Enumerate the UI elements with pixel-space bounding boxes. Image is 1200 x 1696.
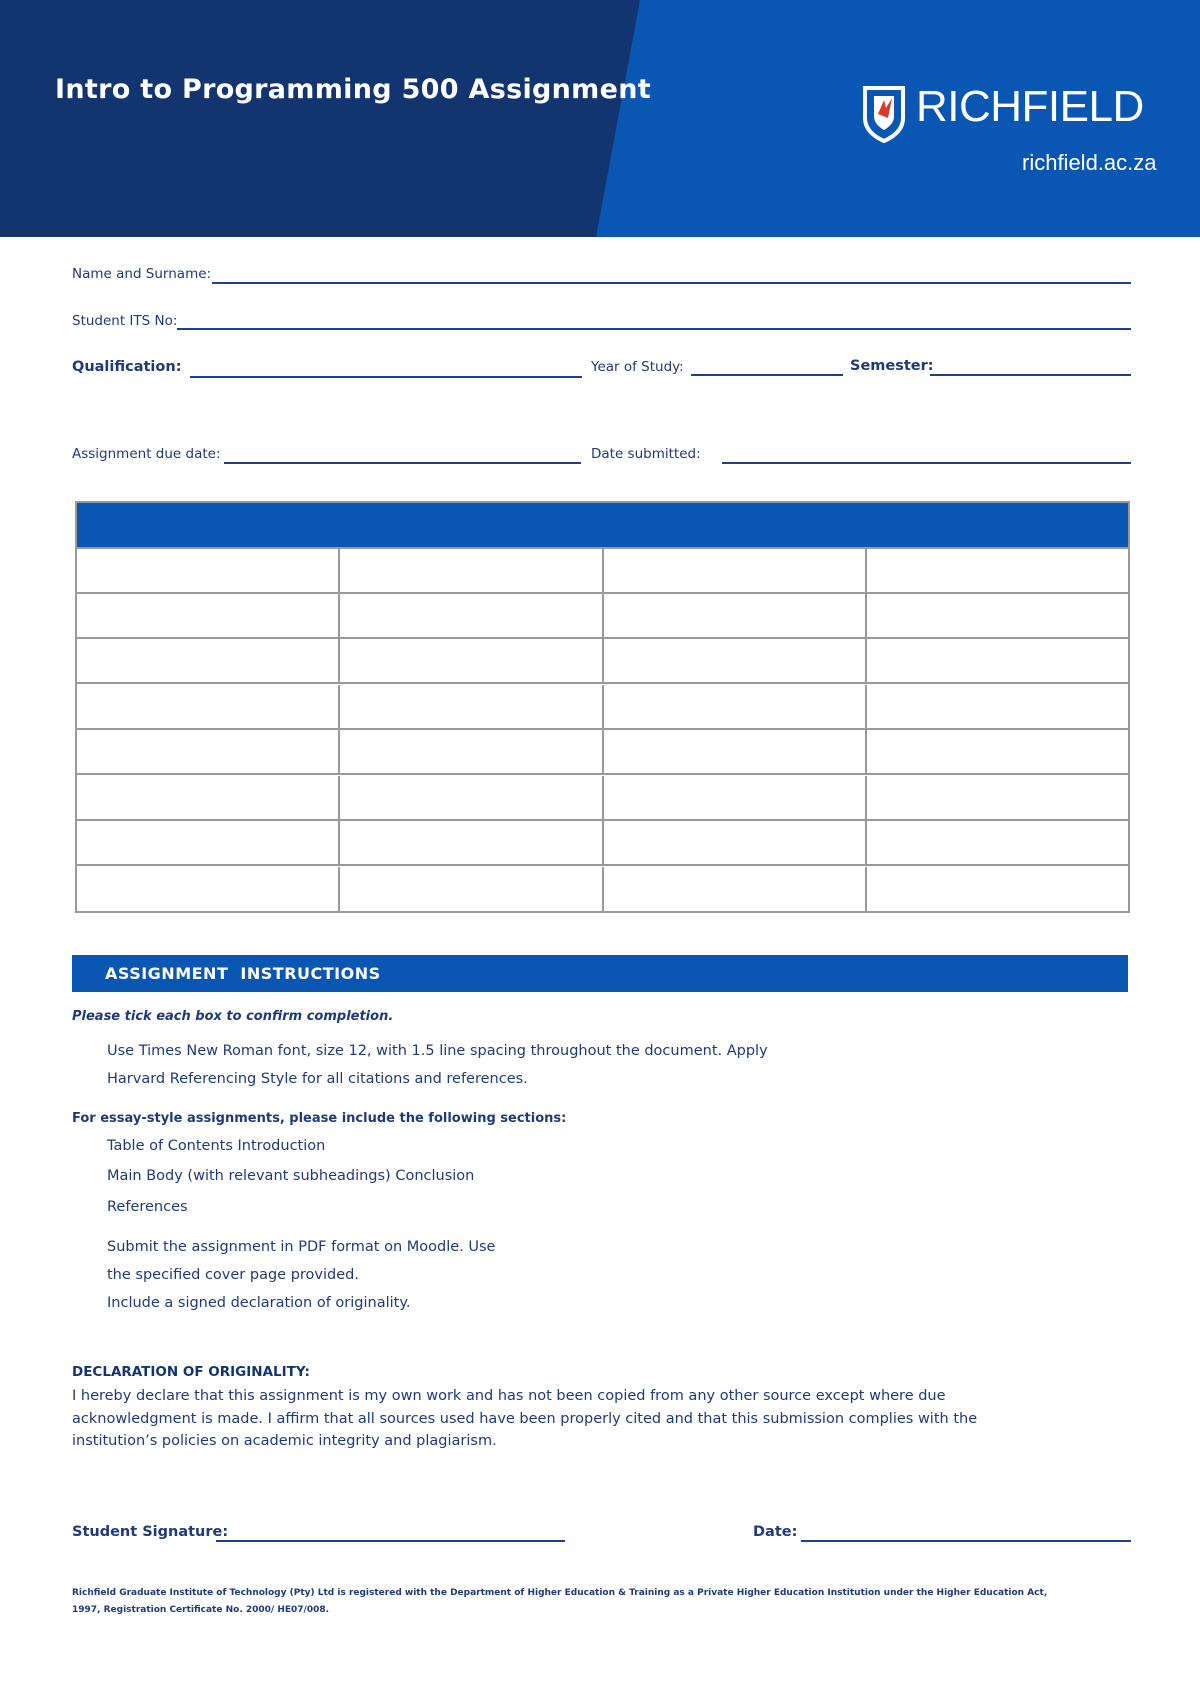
table-cell[interactable]: [77, 867, 340, 912]
table-row: [77, 821, 1128, 866]
declaration-heading: DECLARATION OF ORIGINALITY:: [72, 1364, 310, 1380]
table-row: [77, 639, 1128, 684]
submission-instruction: the specified cover page provided.: [107, 1267, 359, 1283]
instructions-title: ASSIGNMENT INSTRUCTIONS: [105, 964, 381, 983]
table-cell[interactable]: [77, 594, 340, 637]
registration-footer: Richfield Graduate Institute of Technology (Pty) Ltd is registered with the Department of Higher Education & Training as a Private Higher Education Institution under the Higher Education Act, 1997, Registration Certificate No. 2000/ HE07/008.: [72, 1588, 1048, 1615]
table-cell[interactable]: [340, 549, 603, 592]
date-submitted-label: Date submitted:: [591, 446, 701, 462]
table-cell[interactable]: [604, 776, 867, 819]
table-row: [77, 776, 1128, 821]
marks-table-header: [77, 503, 1128, 549]
table-row: [77, 730, 1128, 775]
table-cell[interactable]: [604, 685, 867, 728]
table-cell[interactable]: [867, 730, 1128, 773]
date-submitted-field[interactable]: [722, 462, 1131, 464]
semester-label: Semester:: [850, 358, 934, 374]
student-no-label: Student ITS No:: [72, 313, 178, 329]
richfield-logo: [862, 82, 1157, 182]
qualification-field[interactable]: [190, 376, 582, 378]
submission-instruction: Submit the assignment in PDF format on Moodle. Use: [107, 1239, 496, 1255]
semester-field[interactable]: [930, 374, 1131, 376]
student-no-field[interactable]: [177, 328, 1131, 330]
year-of-study-label: Year of Study:: [591, 359, 684, 375]
table-row: [77, 685, 1128, 730]
page-title: Intro to Programming 500 Assignment: [55, 74, 651, 105]
essay-section-item: Main Body (with relevant subheadings) Conclusion: [107, 1168, 475, 1184]
signature-date-field[interactable]: [801, 1540, 1131, 1542]
table-row: [77, 549, 1128, 594]
logo-website: richfield.ac.za: [1022, 150, 1157, 175]
declaration-body: I hereby declare that this assignment is my own work and has not been copied from any other source except where due acknowledgment is made. I affirm that all sources used have been properly cited and that this submission complies with the institution’s policies on academic integrity and plagiarism.: [72, 1388, 978, 1449]
shield-icon: [862, 84, 906, 144]
table-cell[interactable]: [604, 730, 867, 773]
table-cell[interactable]: [867, 685, 1128, 728]
due-date-field[interactable]: [224, 462, 581, 464]
table-cell[interactable]: [77, 549, 340, 592]
table-cell[interactable]: [604, 639, 867, 682]
table-cell[interactable]: [867, 594, 1128, 637]
logo-wordmark: RICHFIELD: [916, 82, 1144, 131]
marks-table: [75, 501, 1130, 913]
header-banner: [0, 0, 1200, 237]
year-of-study-field[interactable]: [691, 374, 843, 376]
essay-sections-intro: For essay-style assignments, please include the following sections:: [72, 1111, 567, 1126]
table-cell[interactable]: [340, 821, 603, 864]
table-cell[interactable]: [340, 594, 603, 637]
instructions-note: Please tick each box to confirm completion.: [72, 1009, 394, 1024]
instruction-font-line: Use Times New Roman font, size 12, with 1.5 line spacing throughout the document. Apply: [107, 1043, 768, 1059]
signature-label: Student Signature:: [72, 1524, 229, 1540]
table-cell[interactable]: [604, 821, 867, 864]
table-cell[interactable]: [77, 776, 340, 819]
table-cell[interactable]: [867, 549, 1128, 592]
signature-date-label: Date:: [753, 1524, 798, 1540]
instructions-header-bar: [72, 955, 1128, 992]
table-cell[interactable]: [340, 867, 603, 912]
table-row: [77, 594, 1128, 639]
instruction-referencing-line: Harvard Referencing Style for all citations and references.: [107, 1071, 528, 1087]
table-cell[interactable]: [867, 821, 1128, 864]
table-cell[interactable]: [340, 776, 603, 819]
table-row: [77, 867, 1128, 912]
table-cell[interactable]: [340, 685, 603, 728]
table-cell[interactable]: [867, 639, 1128, 682]
table-cell[interactable]: [604, 594, 867, 637]
table-cell[interactable]: [77, 730, 340, 773]
table-cell[interactable]: [77, 639, 340, 682]
table-cell[interactable]: [604, 549, 867, 592]
name-label: Name and Surname:: [72, 266, 212, 282]
table-cell[interactable]: [340, 639, 603, 682]
table-cell[interactable]: [867, 776, 1128, 819]
table-cell[interactable]: [604, 867, 867, 912]
submission-instruction: Include a signed declaration of originality.: [107, 1295, 411, 1311]
table-cell[interactable]: [77, 685, 340, 728]
table-cell[interactable]: [867, 867, 1128, 912]
essay-section-item: Table of Contents Introduction: [107, 1138, 326, 1154]
table-cell[interactable]: [77, 821, 340, 864]
essay-section-item: References: [107, 1199, 188, 1215]
due-date-label: Assignment due date:: [72, 446, 221, 462]
name-field[interactable]: [212, 282, 1131, 284]
signature-field[interactable]: [216, 1540, 565, 1542]
table-cell[interactable]: [340, 730, 603, 773]
qualification-label: Qualification:: [72, 359, 182, 375]
